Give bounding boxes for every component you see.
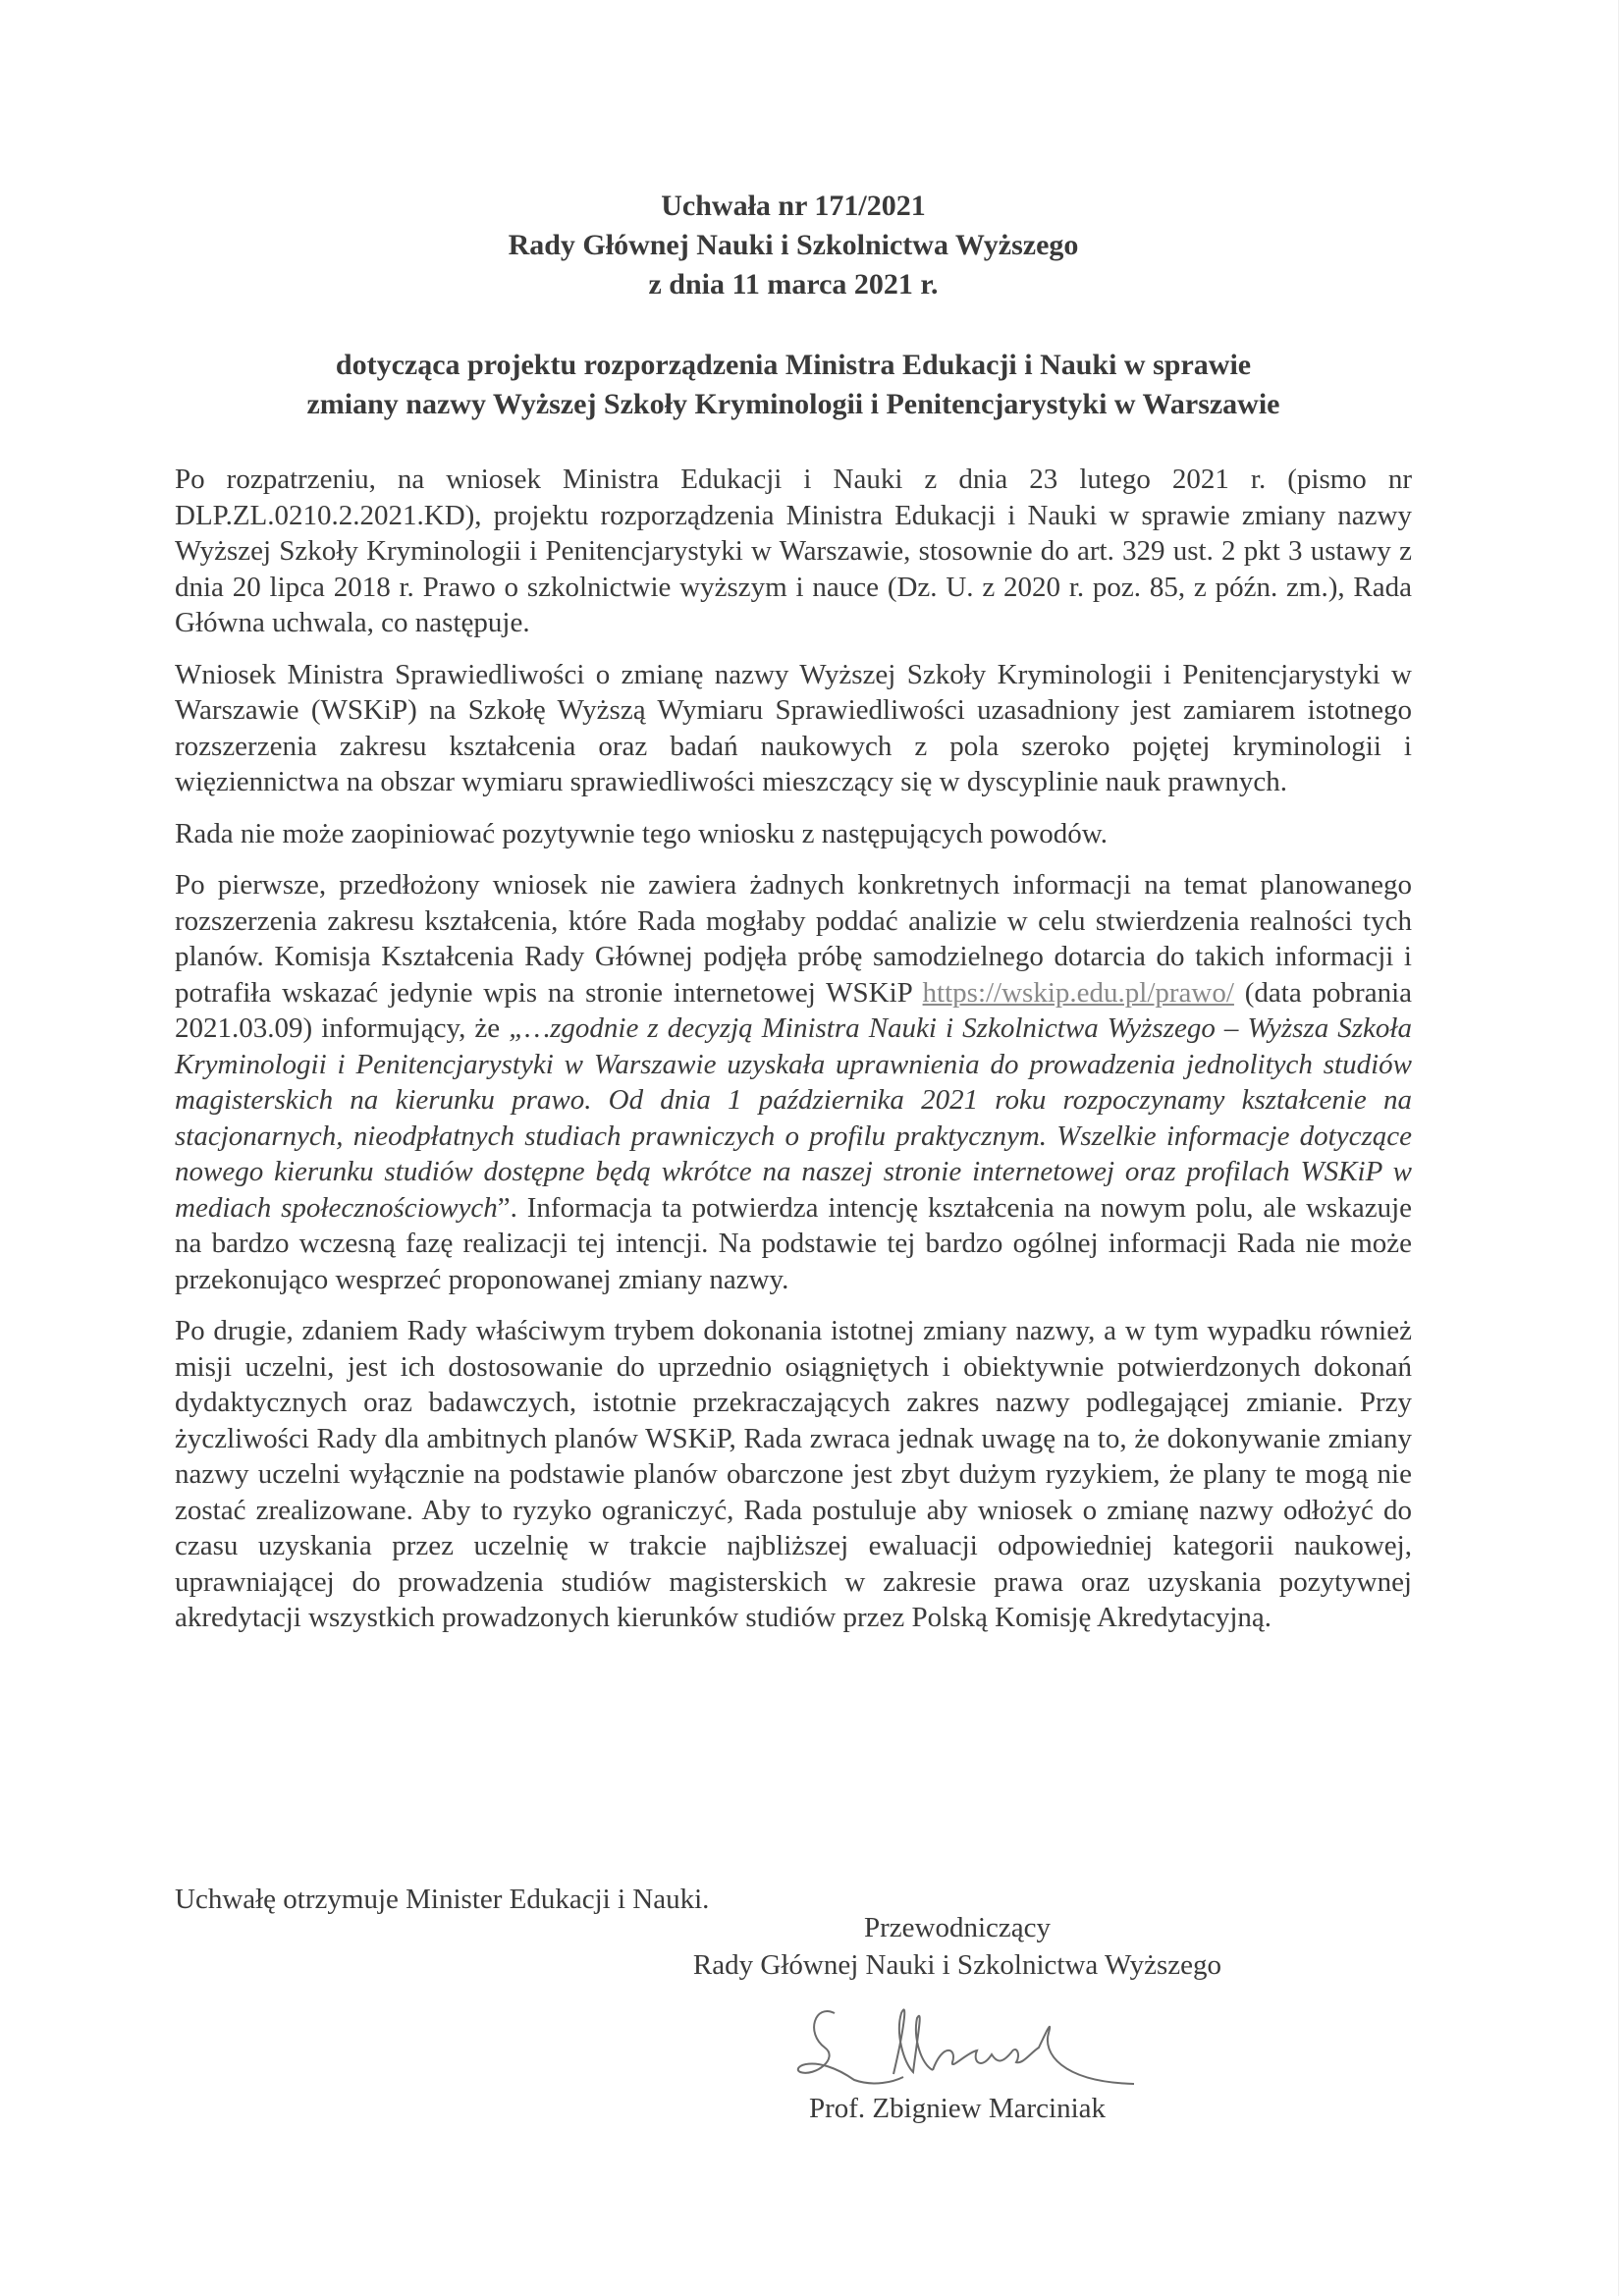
paragraph-intro: Po rozpatrzeniu, na wniosek Ministra Edukacji i Nauki z dnia 23 lutego 2021 r. (pismo nr DLP.ZL.0210.2.2021.KD), projektu rozporządzenia Ministra Edukacji i Nauki w sprawie zmiany nazwy Wyższej Szkoły Kryminologii i Penitencjarystyki w Warszawie, stosownie do art. 329 ust. 2 pkt 3 ustawy z dnia 20 lipca 2018 r. Prawo o szkolnictwie wyższym i nauce (Dz. U. z 2020 r. poz. 85, z późn. zm.), Rada Główna uchwala, co następuje. [175,464,1412,638]
resolution-date: z dnia 11 marca 2021 r. [648,268,939,301]
signatory-body: Rady Głównej Nauki i Szkolnictwa Wyższego [692,1949,1222,1981]
signatory-name: Prof. Zbigniew Marciniak [808,2093,1106,2124]
signatory-title: Przewodniczący [863,1912,1051,1943]
handwritten-signature-icon [795,1994,1149,2092]
resolution-body [175,462,1412,1652]
recipient-note: Uchwałę otrzymuje Minister Edukacji i Nauki. [175,1884,710,1915]
paragraph-first-reason [175,867,1412,1297]
paragraph-decision: Rada nie może zaopiniować pozytywnie tego wniosku z następujących powodów. [175,817,1109,849]
issuing-body: Rady Głównej Nauki i Szkolnictwa Wyższego [508,229,1079,261]
subject-line-2: zmiany nazwy Wyższej Szkoły Kryminologii i Penitencjarystyki w Warszawie [306,388,1280,420]
first-reason-text-2: (data pobrania 2021.03.09) informujący, że [175,976,1413,1044]
quoted-website-text: „…zgodnie z decyzją Ministra Nauki i Szkolnictwa Wyższego – Wyższa Szkoła Kryminologii i Penitencjarystyki w Warszawie uzyskała uprawnienia do prowadzenia jednolitych studiów magisterskich na kierunku prawo. Od dnia 1 października 2021 roku rozpoczynamy kształcenie na stacjonarnych, nieodpłatnych studiach prawniczych o profilu praktycznym. Wszelkie informacje dotyczące nowego kierunku studiów dostępne będą wkrótce na naszej stronie internetowej oraz profilach WSKiP w mediach społecznościowych [175,1012,1412,1224]
paragraph-second-reason: Po drugie, zdaniem Rady właściwym trybem dokonania istotnej zmiany nazwy, a w tym wypadku również misji uczelni, jest ich dostosowanie do uprzednio osiągniętych i obiektywnie potwierdzonych dokonań dydaktycznych oraz badawczych, istotnie przekraczających zakres nazwy podlegającej zmianie. Przy życzliwości Rady dla ambitnych planów WSKiP, Rada zwraca jednak uwagę na to, że dokonywanie zmiany nazwy uczelni wyłącznie na podstawie planów obarczone jest zbyt dużym ryzykiem, że plany te mogą nie zostać zrealizowane. Aby to ryzyko ograniczyć, Rada postuluje aby wniosek o zmianę nazwy odłożyć do czasu uzyskania przez uczelnię w trakcie najbliższej ewaluacji odpowiedniej kategorii naukowej, uprawniającej do prowadzenia studiów magisterskich w zakresie prawa oraz uzyskania pozytywnej akredytacji wszystkich prowadzonych kierunków studiów przez Polską Komisję Akredytacyjną. [175,1315,1412,1633]
resolution-number: Uchwała nr 171/2021 [661,190,926,222]
resolution-subject [175,346,1412,424]
paragraph-request: Wniosek Ministra Sprawiedliwości o zmianę nazwy Wyższej Szkoły Kryminologii i Penitencjarystyki w Warszawie (WSKiP) na Szkołę Wyższą Wymiaru Sprawiedliwości uzasadniony jest zamiarem istotnego rozszerzenia zakresu kształcenia oraz badań naukowych z pola szeroko pojętej kryminologii i więziennictwa na obszar wymiaru sprawiedliwości mieszczący się w dyscyplinie nauk prawnych. [175,658,1412,797]
page-edge [1618,0,1619,2296]
wskip-link[interactable]: https://wskip.edu.pl/prawo/ [922,976,1234,1009]
subject-line-1: dotycząca projektu rozporządzenia Ministra Edukacji i Nauki w sprawie [335,349,1252,381]
first-reason-text: Po pierwsze, przedłożony wniosek nie zawiera żadnych konkretnych informacji na temat planowanego rozszerzenia zakresu kształcenia, które Rada mogłaby poddać analizie w celu stwierdzenia realności tych planów. Komisja Kształcenia Rady Głównej podjęła próbę samodzielnego dotarcia do takich informacji i potrafiła wskazać jedynie wpis na stronie internetowej WSKiP [175,869,1412,1009]
signature-block [648,1909,1267,1984]
resolution-header [175,187,1412,304]
first-reason-conclusion: ”. Informacja ta potwierdza intencję kształcenia na nowym polu, ale wskazuje na bardzo wczesną fazę realizacji tej intencji. Na podstawie tej bardzo ogólnej informacji Rada nie może przekonująco wesprzeć proponowanej zmiany nazwy. [175,1191,1412,1295]
